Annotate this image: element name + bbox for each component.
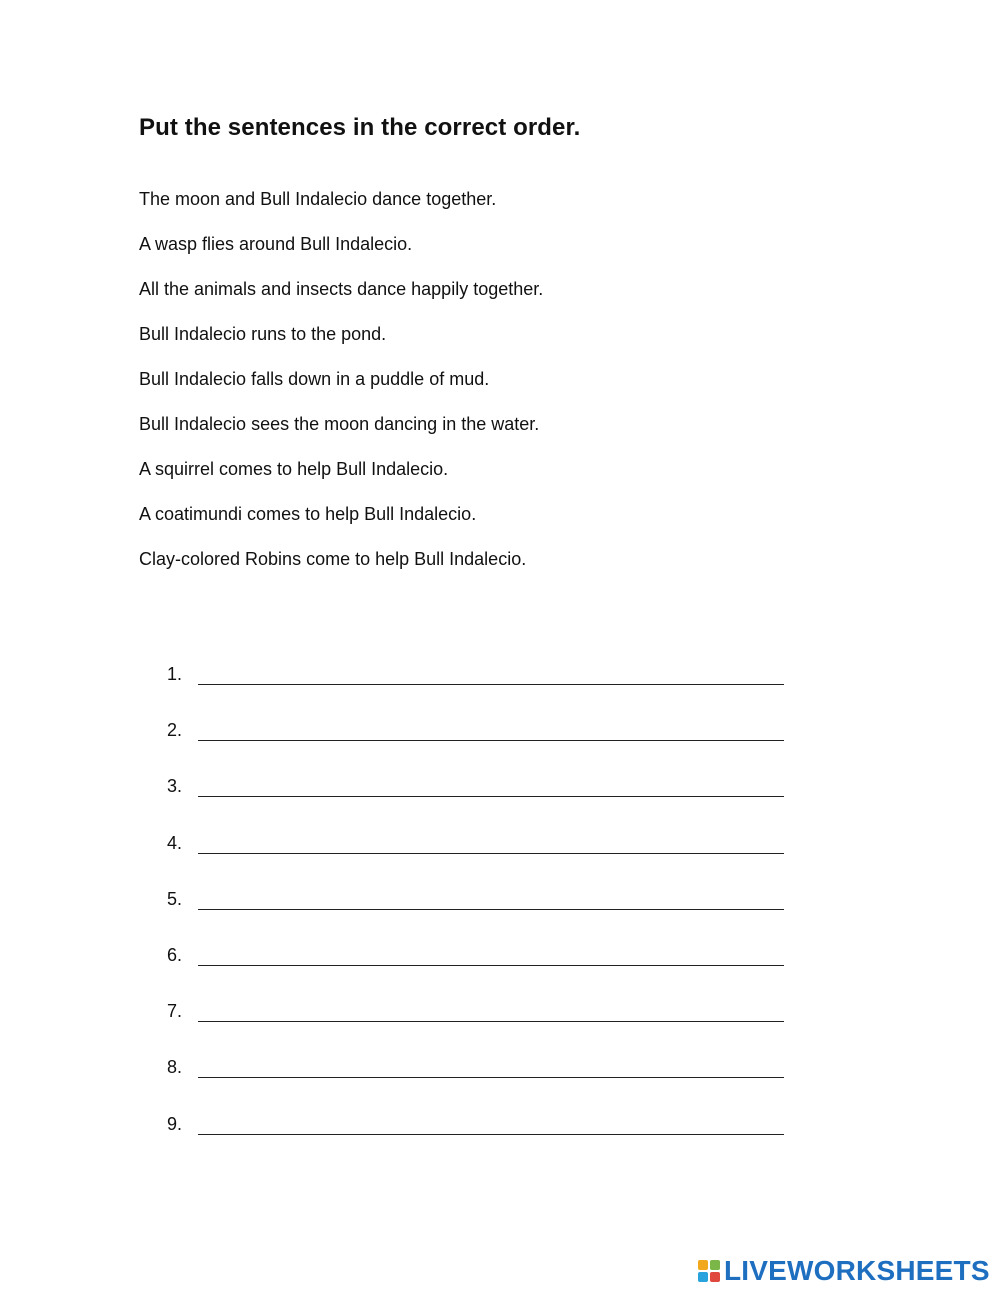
- answer-number: 4.: [167, 832, 183, 853]
- answer-number: 9.: [167, 1113, 183, 1134]
- sentence-item: A coatimundi comes to help Bull Indalecio.: [139, 504, 477, 524]
- answer-number: 1.: [167, 664, 183, 684]
- answer-number: 2.: [167, 720, 183, 741]
- sentence-item: The moon and Bull Indalecio dance together.: [139, 189, 497, 209]
- sentence-item: All the animals and insects dance happily together.: [139, 279, 544, 299]
- sentence-list: [139, 188, 543, 593]
- logo-blocks-icon: [698, 1260, 720, 1282]
- logo-text: LIVEWORKSHEETS: [724, 1255, 990, 1286]
- sentence-item: Bull Indalecio sees the moon dancing in the water.: [139, 414, 540, 434]
- answer-list: [167, 663, 784, 1169]
- answer-number: 8.: [167, 1057, 183, 1078]
- answer-blank[interactable]: [198, 888, 784, 910]
- answer-number: 7.: [167, 1001, 183, 1022]
- sentence-item: Clay-colored Robins come to help Bull Indalecio.: [139, 549, 527, 569]
- liveworksheets-logo[interactable]: [698, 1257, 990, 1285]
- answer-blank[interactable]: [198, 944, 784, 966]
- answer-row: [167, 663, 784, 719]
- answer-number: 3.: [167, 776, 183, 797]
- answer-number: 5.: [167, 888, 183, 909]
- answer-row: [167, 1000, 784, 1056]
- answer-row: [167, 1056, 784, 1112]
- worksheet-title: Put the sentences in the correct order.: [139, 114, 581, 141]
- sentence-item: Bull Indalecio runs to the pond.: [139, 324, 387, 344]
- answer-blank[interactable]: [198, 719, 784, 741]
- logo-block: [698, 1260, 708, 1270]
- answer-blank[interactable]: [198, 1113, 784, 1135]
- answer-row: [167, 832, 784, 888]
- answer-row: [167, 944, 784, 1000]
- answer-number: 6.: [167, 944, 183, 965]
- answer-row: [167, 1113, 784, 1169]
- answer-blank[interactable]: [198, 1000, 784, 1022]
- answer-row: [167, 719, 784, 775]
- answer-blank[interactable]: [198, 663, 784, 685]
- answer-row: [167, 888, 784, 944]
- answer-blank[interactable]: [198, 832, 784, 854]
- logo-block: [698, 1272, 708, 1282]
- sentence-item: A wasp flies around Bull Indalecio.: [139, 234, 413, 254]
- sentence-item: A squirrel comes to help Bull Indalecio.: [139, 459, 449, 479]
- logo-block: [710, 1272, 720, 1282]
- answer-row: [167, 775, 784, 831]
- answer-blank[interactable]: [198, 1056, 784, 1078]
- logo-block: [710, 1260, 720, 1270]
- answer-blank[interactable]: [198, 775, 784, 797]
- sentence-item: Bull Indalecio falls down in a puddle of mud.: [139, 369, 490, 389]
